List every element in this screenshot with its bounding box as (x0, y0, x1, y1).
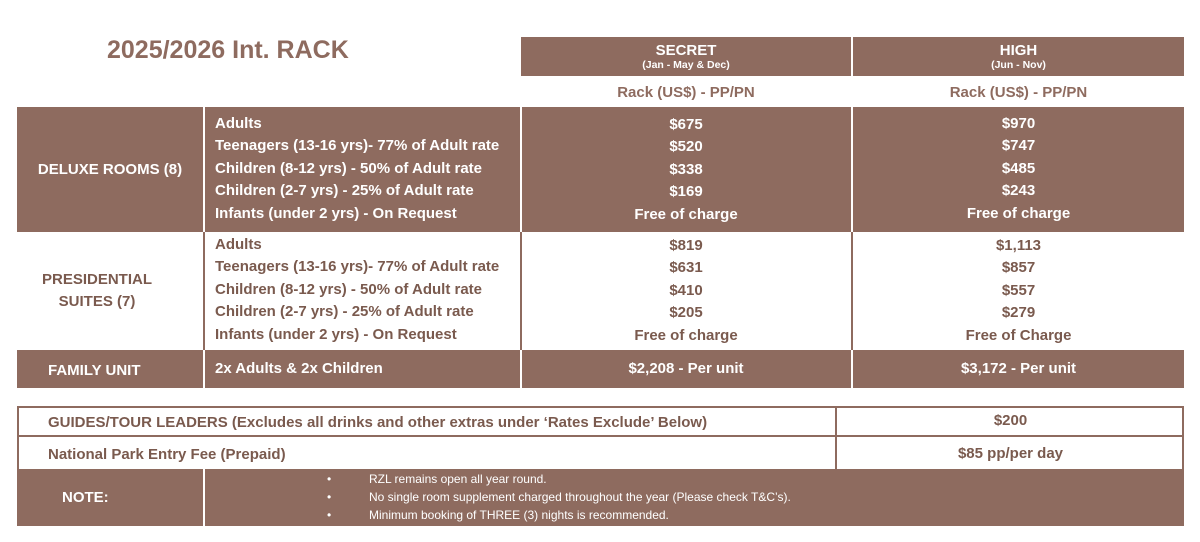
rate-value: $279 (1001, 304, 1036, 322)
deluxe-category: DELUXE ROOMS (8) (37, 160, 183, 178)
column-divider (520, 232, 522, 350)
category-line: SUITES (7) (58, 293, 136, 310)
deluxe-labels (215, 113, 499, 225)
rate-label-row: Children (2-7 yrs) - 25% of Adult rate (215, 303, 474, 321)
season-header-secret (521, 37, 851, 76)
note-text: Minimum booking of THREE (3) nights is recommended. (369, 508, 669, 522)
presidential-labels (215, 234, 499, 346)
rate-value: $520 (669, 138, 703, 156)
note-list (327, 470, 791, 524)
rate-value: Free of charge (634, 326, 738, 344)
season-name: SECRET (655, 42, 717, 59)
season-name: HIGH (999, 42, 1038, 59)
family-label: 2x Adults & 2x Children (215, 360, 383, 377)
park-fee-label: National Park Entry Fee (Prepaid) (48, 446, 286, 463)
rate-label-row: Adults (215, 236, 262, 253)
season-dates: (Jun - Nov) (991, 59, 1046, 71)
rate-value: $485 (1001, 159, 1036, 177)
rate-value: $410 (669, 281, 703, 299)
rate-value: $970 (1001, 115, 1036, 132)
column-divider (851, 232, 853, 350)
rate-label-secret: Rack (US$) - PP/PN (617, 84, 755, 101)
rate-value: $169 (669, 183, 703, 201)
rate-label-row: Teenagers (13-16 yrs)- 77% of Adult rate (215, 258, 500, 276)
rate-value: $857 (1001, 259, 1036, 277)
rate-label-row: Infants (under 2 yrs) - On Request (215, 204, 457, 222)
deluxe-high-values (853, 113, 1184, 225)
family-high-value: $3,172 - Per unit (960, 360, 1077, 377)
rate-label-row: Infants (under 2 yrs) - On Request (215, 325, 457, 343)
bullet-icon: • (327, 490, 332, 504)
presidential-secret-values (521, 235, 851, 347)
bullet-icon: • (327, 508, 332, 522)
rate-value: Free of Charge (965, 326, 1072, 344)
rate-value: $557 (1001, 281, 1036, 299)
column-divider (520, 350, 522, 388)
family-category: FAMILY UNIT (48, 362, 141, 379)
season-dates: (Jan - May & Dec) (642, 59, 730, 71)
note-text: RZL remains open all year round. (369, 472, 547, 486)
guides-label: GUIDES/TOUR LEADERS (Excludes all drinks and other extras under ‘Rates Exclude’ Below) (48, 414, 708, 431)
park-fee-value: $85 pp/per day (957, 445, 1064, 462)
bullet-icon: • (327, 472, 332, 486)
note-label: NOTE: (62, 489, 109, 506)
family-secret-value: $2,208 - Per unit (628, 360, 744, 377)
rate-value: $338 (669, 160, 703, 178)
rate-value: $819 (669, 237, 703, 254)
rate-value: $631 (669, 259, 703, 277)
rate-label-row: Teenagers (13-16 yrs)- 77% of Adult rate (215, 137, 500, 155)
presidential-category (17, 232, 177, 350)
column-divider (203, 469, 205, 526)
rate-label-row: Children (2-7 yrs) - 25% of Adult rate (215, 182, 474, 200)
page-title: 2025/2026 Int. RACK (107, 36, 349, 64)
deluxe-secret-values (521, 114, 851, 226)
column-divider (851, 350, 853, 388)
rate-label-high: Rack (US$) - PP/PN (949, 84, 1088, 101)
note-item (327, 488, 791, 506)
rate-value: $747 (1001, 137, 1036, 155)
column-divider (203, 350, 205, 388)
note-item (327, 470, 791, 488)
column-divider (520, 107, 522, 232)
rate-value: Free of charge (966, 204, 1071, 222)
rate-value: $1,113 (995, 237, 1042, 254)
rate-value: Free of charge (634, 205, 738, 223)
presidential-high-values (853, 235, 1184, 347)
note-item (327, 506, 791, 524)
guides-value: $200 (993, 412, 1028, 429)
rate-label-row: Adults (215, 115, 262, 132)
column-divider (851, 107, 853, 232)
rate-value: $205 (669, 304, 703, 322)
rate-value: $243 (1001, 182, 1036, 200)
season-header-high (853, 37, 1184, 76)
note-text: No single room supplement charged throughout the year (Please check T&C’s). (369, 490, 791, 504)
rate-label-row: Children (8-12 yrs) - 50% of Adult rate (215, 159, 482, 177)
rate-value: $675 (669, 116, 703, 133)
category-line: PRESIDENTIAL (41, 271, 152, 288)
rate-label-row: Children (8-12 yrs) - 50% of Adult rate (215, 280, 482, 298)
column-divider (203, 232, 205, 350)
column-divider (203, 107, 205, 232)
